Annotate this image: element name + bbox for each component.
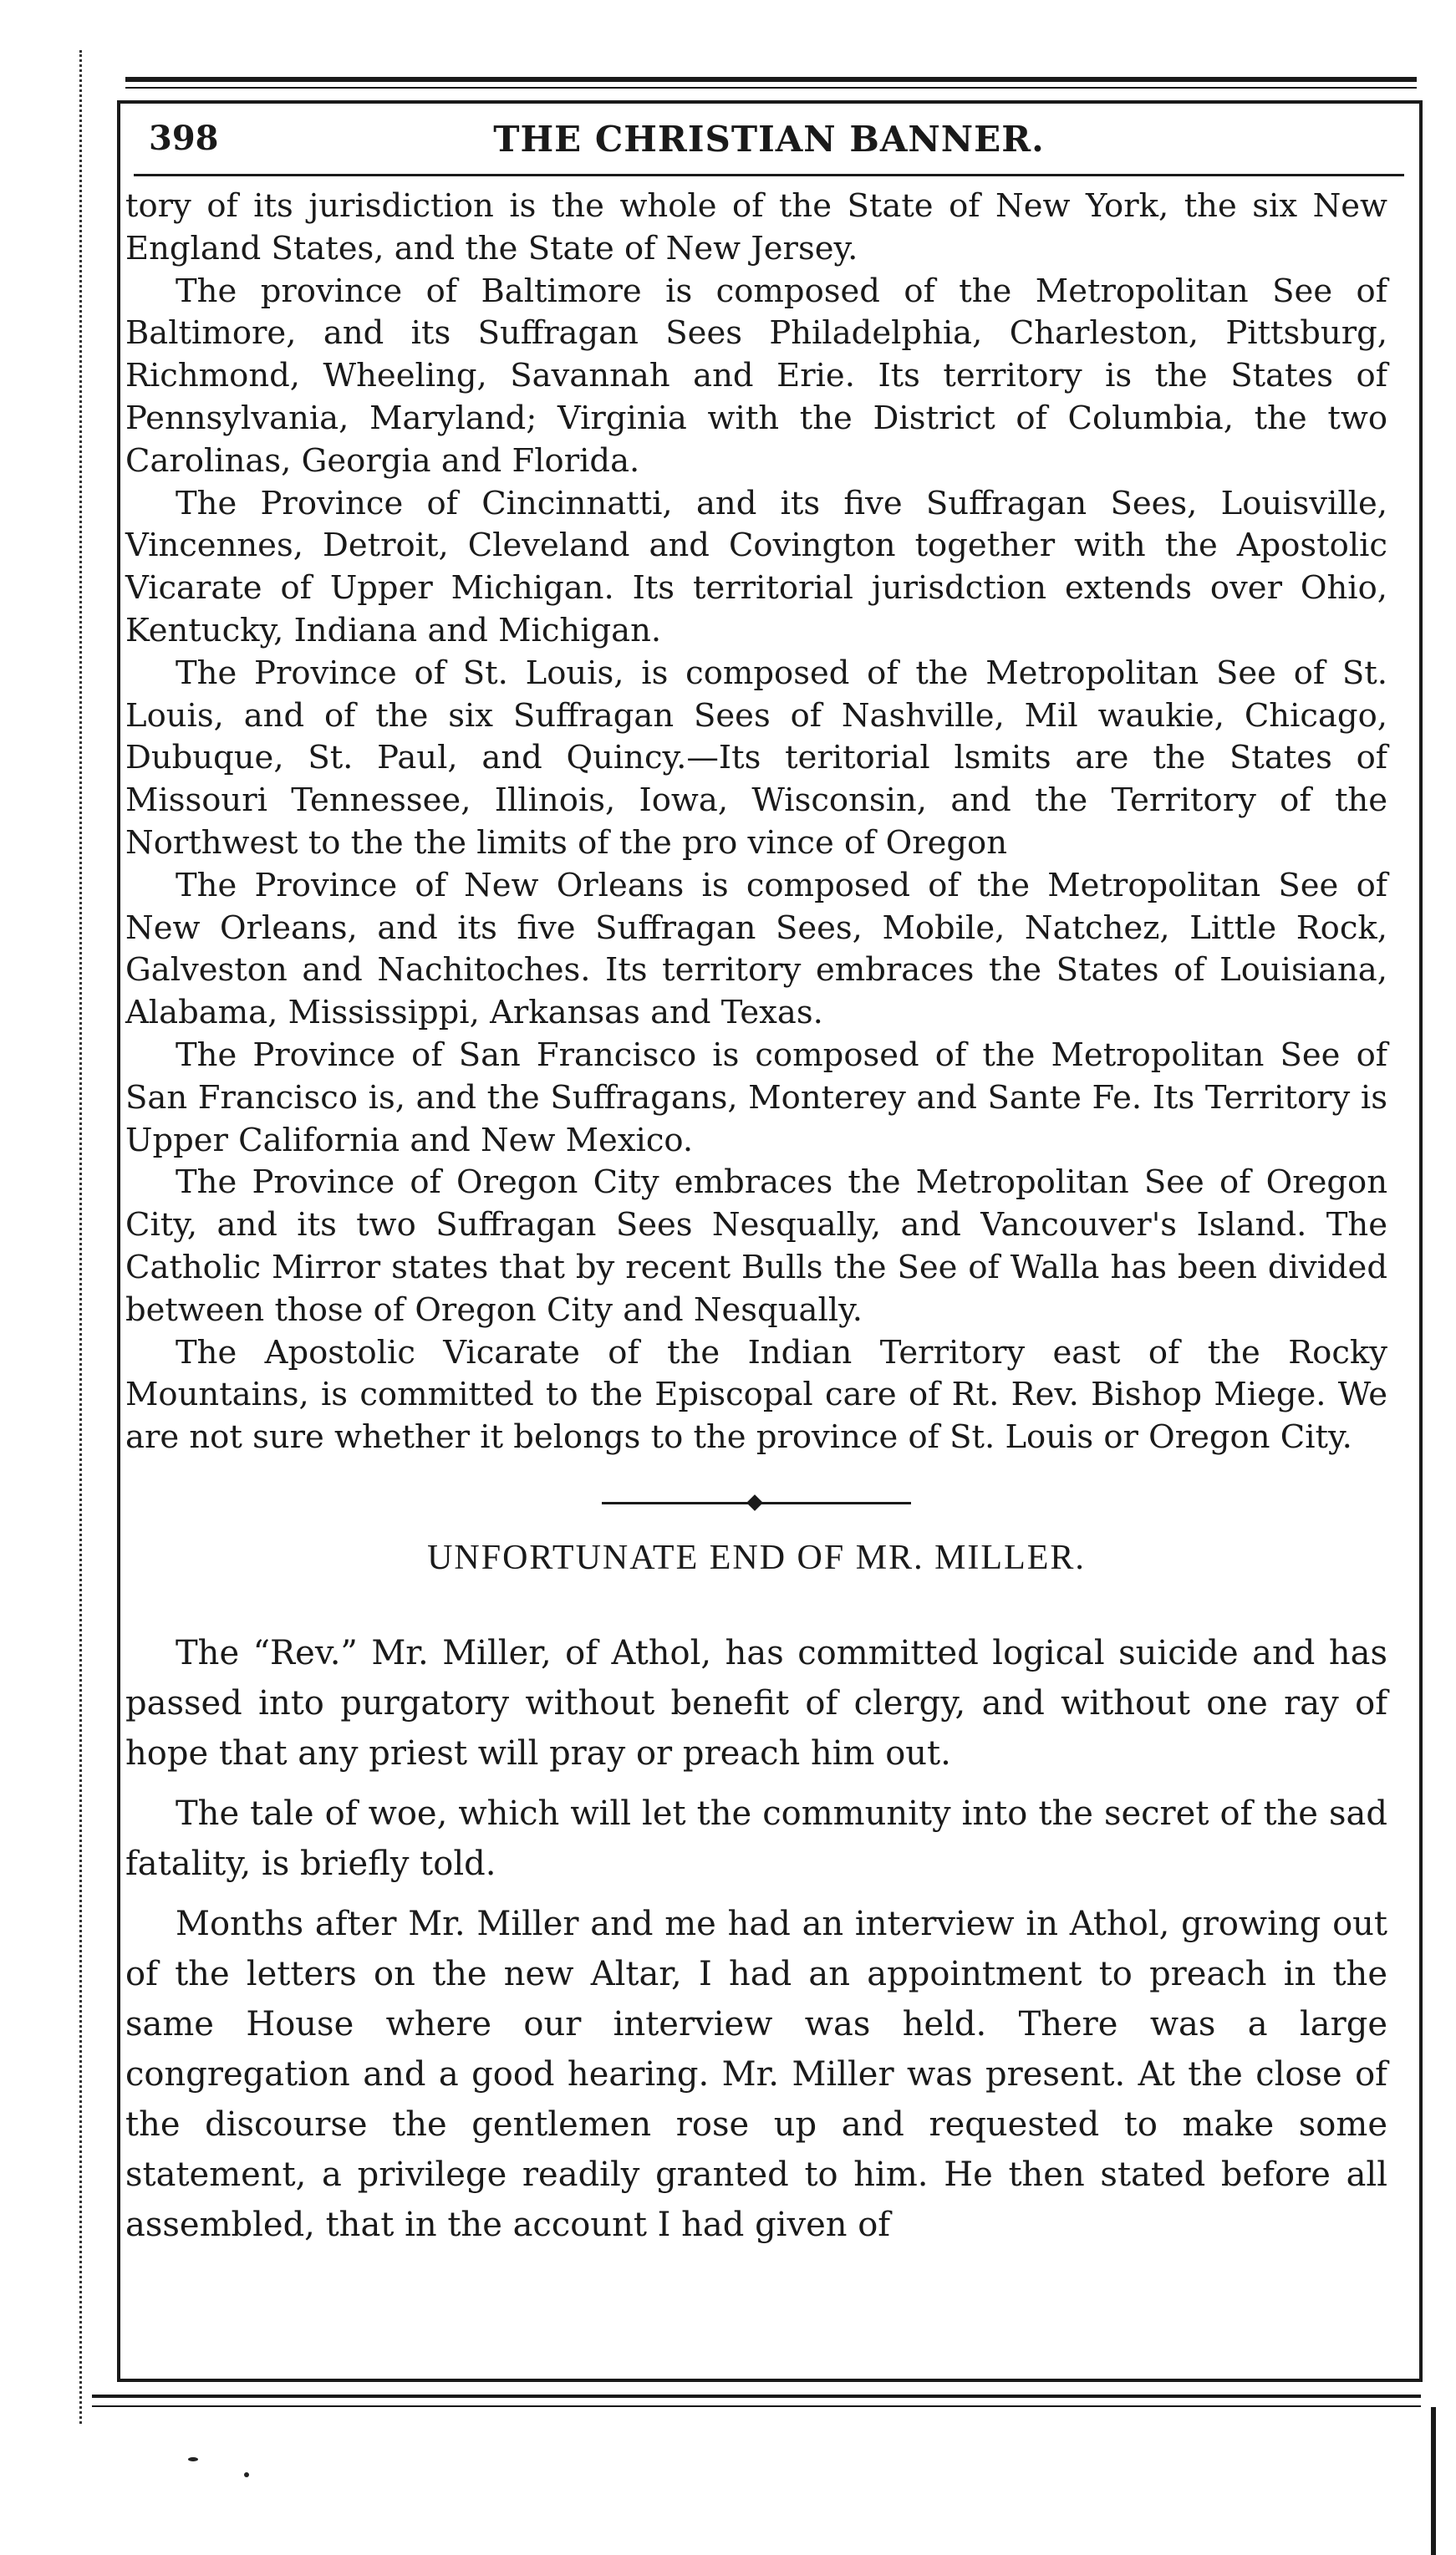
paragraph-1: tory of its jurisdiction is the whole of the State of New York, the six New England States, and the State of New Jersey.: [125, 187, 1387, 267]
section-paragraph-3: Months after Mr. Miller and me had an interview in Athol, growing out of the letters on the new Altar, I had an appointment to preach in the same House where our interview was held. There was a large congregation and a good hearing. Mr. Miller was present. At the close of the discourse the gentlemen rose up and requested to make some statement, a privilege readily granted to him. He then stated before all assembled, that in the account I had given of: [125, 1904, 1387, 2244]
paragraph-4: The Province of St. Louis, is composed of the Metropolitan See of St. Louis, and of the six Suffragan Sees of Nashville, Mil waukie, Chicago, Dubuque, St. Paul, and Quincy.—Its teritorial lsmits are the States of Missouri Tennessee, Illinois, Iowa, Wisconsin, and the Territory of the Northwest to the the limits of the pro vince of Oregon: [125, 654, 1387, 862]
ink-speck: [188, 2457, 198, 2461]
section-paragraph-2: The tale of woe, which will let the community into the secret of the sad fatality, is briefly told.: [125, 1794, 1387, 1883]
top-thin-rule: [125, 87, 1417, 89]
paragraph-7: The Province of Oregon City embraces the Metropolitan See of Oregon City, and its two Suffragan Sees Nesqually, and Vancouver's Island. The Catholic Mirror states that by recent Bulls the See of Walla has been divided between those of Oregon City and Nesqually.: [125, 1163, 1387, 1329]
paragraph-5: The Province of New Orleans is composed of the Metropolitan See of New Orleans, and its five Suffragan Sees, Mobile, Natchez, Little Rock, Galveston and Nachitoches. Its territory embraces the States of Louisiana, Alabama, Mississippi, Arkansas and Texas.: [125, 866, 1387, 1032]
bottom-thin-rule: [92, 2405, 1421, 2407]
page-number: 398: [149, 119, 219, 158]
article-body: [125, 186, 1387, 2262]
paragraph-8: The Apostolic Vicarate of the Indian Territory east of the Rocky Mountains, is committed to the Episcopal care of Rt. Rev. Bishop Miege. We are not sure whether it belongs to the province of St. Louis or Oregon City.: [125, 1333, 1387, 1457]
ink-speck: [244, 2472, 249, 2477]
page-header: [134, 107, 1404, 176]
paragraph-2: The province of Baltimore is composed of the Metropolitan See of Baltimore, and its Suffragan Sees Philadelphia, Charleston, Pittsburg, Richmond, Wheeling, Savannah and Erie. Its territory is the States of Pennsylvania, Maryland; Virginia with the District of Columbia, the two Carolinas, Georgia and Florida.: [125, 272, 1387, 480]
running-title: THE CHRISTIAN BANNER.: [493, 119, 1045, 160]
section-divider-ornament: [602, 1494, 911, 1511]
divider-diamond-icon: [746, 1494, 763, 1511]
section-title: UNFORTUNATE END OF MR. MILLER.: [427, 1538, 1086, 1577]
right-edge-bar: [1431, 2407, 1436, 2555]
paragraph-3: The Province of Cincinnatti, and its five Suffragan Sees, Louisville, Vincennes, Detroit, Cleveland and Covington together with the Apostolic Vicarate of Upper Michigan. Its territorial jurisdction extends over Ohio, Kentucky, Indiana and Michigan.: [125, 484, 1387, 649]
paragraph-6: The Province of San Francisco is composed of the Metropolitan See of San Francisco is, and the Suffragans, Monterey and Sante Fe. Its Territory is Upper California and New Mexico.: [125, 1036, 1387, 1159]
bottom-heavy-rule: [92, 2395, 1421, 2398]
top-heavy-rule: [125, 77, 1417, 82]
margin-dotted-rule: [79, 50, 99, 2424]
section-paragraph-1: The “Rev.” Mr. Miller, of Athol, has committed logical suicide and has passed into purgatory without benefit of clergy, and without one ray of hope that any priest will pray or preach him out.: [125, 1633, 1387, 1773]
